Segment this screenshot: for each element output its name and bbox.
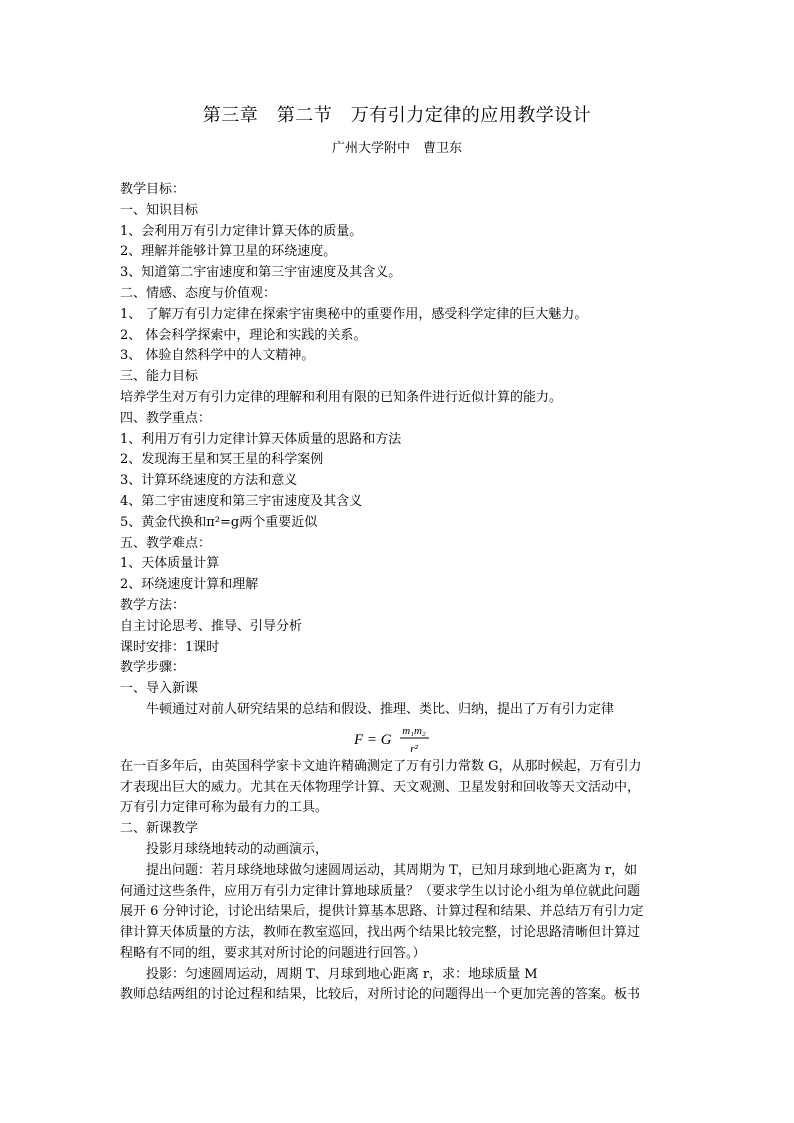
intro-after-line: 才表现出巨大的威力。尤其在天体物理学计算、天文观测、卫星发射和回收等天文活动中， xyxy=(120,779,641,795)
objectives-heading: 教学目标： xyxy=(120,182,186,197)
emotion-item: 2、 体会科学探索中，理论和实践的关系。 xyxy=(120,327,367,343)
new-line: 律计算天体质量的方法，教师在教室巡回，找出两个结果比较完整，讨论思路清晰但计算过 xyxy=(120,925,641,941)
difficulty-item: 1、天体质量计算 xyxy=(120,556,220,572)
author-line: 广州大学附中 曹卫东 xyxy=(331,141,462,156)
method-text: 自主讨论思考、推导、引导分析 xyxy=(120,618,303,634)
new-line: 投影：匀速圆周运动，周期 T、月球到地心距离 r，求：地球质量 M xyxy=(146,966,538,982)
new-line: 投影月球绕地转动的动画演示， xyxy=(146,841,329,857)
new-line: 展开 6 分钟讨论，讨论出结果后，提供计算基本思路、计算过程和结果、并总结万有引力定 xyxy=(120,904,644,920)
key-item: 2、发现海王星和冥王星的科学案例 xyxy=(120,452,324,468)
new-line: 提出问题：若月球绕地球做匀速圆周运动，其周期为 T，已知月球到地心距离为 r，如 xyxy=(146,862,638,878)
gravitation-formula xyxy=(120,721,678,757)
ability-heading: 三、能力目标 xyxy=(120,369,199,385)
intro-text: 牛顿通过对前人研究结果的总结和假设、推理、类比、归纳，提出了万有引力定律 xyxy=(146,701,615,717)
knowledge-item: 1、会利用万有引力定律计算天体的质量。 xyxy=(120,223,363,239)
formula-denominator: r² xyxy=(410,742,418,755)
formula-lhs: F = G xyxy=(354,731,392,748)
emotion-item: 3、 体验自然科学中的人文精神。 xyxy=(120,348,315,364)
page-title: 第三章 第二节 万有引力定律的应用教学设计 xyxy=(202,105,592,126)
intro-after-line: 在一百多年后，由英国科学家卡文迪许精确测定了万有引力常数 G，从那时候起，万有引力 xyxy=(120,758,642,774)
formula-numerator: m₁m₂ xyxy=(402,724,426,737)
new-line: 何通过这些条件，应用万有引力定律计算地球质量？（要求学生以讨论小组为单位就此问题 xyxy=(120,883,641,899)
document-body xyxy=(120,180,678,1006)
formula-svg xyxy=(354,721,444,757)
new-heading: 二、新课教学 xyxy=(120,821,199,837)
method-heading: 教学方法： xyxy=(120,597,186,613)
knowledge-item: 3、知道第二宇宙速度和第三宇宙速度及其含义。 xyxy=(120,265,402,281)
knowledge-item: 2、理解并能够计算卫星的环绕速度。 xyxy=(120,244,337,260)
knowledge-heading: 一、知识目标 xyxy=(120,202,199,218)
intro-heading: 一、导入新课 xyxy=(120,681,199,697)
steps-heading: 教学步骤： xyxy=(120,660,186,676)
intro-after-line: 万有引力定律可称为最有力的工具。 xyxy=(120,800,329,816)
new-line: 教师总结两组的讨论过程和结果，比较后，对所讨论的问题得出一个更加完善的答案。板书 xyxy=(120,987,641,1003)
key-item: 5、黄金代换和π²=g两个重要近似 xyxy=(120,514,318,530)
key-item: 4、第二宇宙速度和第三宇宙速度及其含义 xyxy=(120,493,363,509)
ability-text: 培养学生对万有引力定律的理解和利用有限的已知条件进行近似计算的能力。 xyxy=(120,389,563,405)
emotion-item: 1、 了解万有引力定律在探索宇宙奥秘中的重要作用，感受科学定律的巨大魅力。 xyxy=(120,306,588,322)
new-line: 程略有不同的组，要求其对所讨论的问题进行回答。） xyxy=(120,945,426,961)
emotion-heading: 二、情感、态度与价值观： xyxy=(120,285,277,301)
key-item: 3、计算环绕速度的方法和意义 xyxy=(120,473,298,489)
difficulty-heading: 五、教学难点： xyxy=(120,535,212,551)
key-heading: 四、教学重点： xyxy=(120,410,212,426)
key-item: 1、利用万有引力定律计算天体质量的思路和方法 xyxy=(120,431,402,447)
schedule-text: 课时安排：1课时 xyxy=(120,639,220,655)
difficulty-item: 2、环绕速度计算和理解 xyxy=(120,577,259,593)
